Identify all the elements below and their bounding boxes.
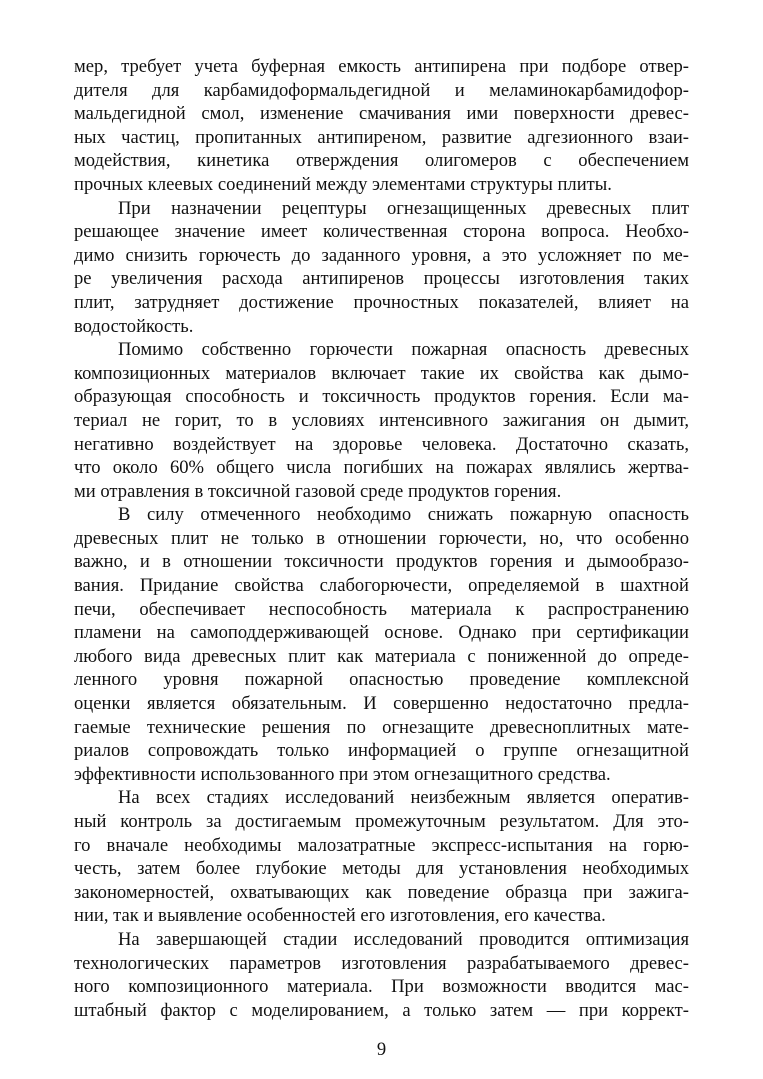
text-line: гаемые технические решения по огнезащите древесноплитных мате-: [74, 716, 689, 738]
text-line: плит, затрудняет достижение прочностных показателей, влияет на: [74, 291, 689, 313]
text-line: прочных клеевых соединений между элементами структуры плиты.: [74, 173, 612, 195]
text-line: решающее значение имеет количественная сторона вопроса. Необхо-: [74, 221, 689, 243]
text-line: дителя для карбамидоформальдегидной и меламинокарбамидофор-: [74, 79, 689, 101]
text-line: штабный фактор с моделированием, а только затем — при коррект-: [74, 999, 689, 1021]
text-line: древесных плит не только в отношении горючести, но, что особенно: [74, 527, 689, 549]
text-line: го вначале необходимы малозатратные экспресс-испытания на горю-: [74, 834, 689, 856]
text-line: териал не горит, то в условиях интенсивного зажигания он дымит,: [74, 409, 689, 431]
text-line: димо снизить горючесть до заданного уровня, а это усложняет по ме-: [74, 244, 689, 266]
text-line: На завершающей стадии исследований проводится оптимизация: [118, 928, 689, 950]
text-line: закономерностей, охватывающих как поведение образца при зажига-: [74, 881, 689, 903]
text-line: ного композиционного материала. При возможности вводится мас-: [74, 976, 689, 998]
text-line: ленного уровня пожарной опасностью проведение комплексной: [74, 669, 689, 691]
text-line: композиционных материалов включает такие их свойства как дымо-: [74, 362, 689, 384]
text-line: технологических параметров изготовления разрабатываемого древес-: [74, 952, 689, 974]
text-line: оценки является обязательным. И совершенно недостаточно предла-: [74, 693, 689, 715]
paragraph-6: [74, 928, 689, 1022]
paragraph-2: [74, 197, 689, 339]
text-line: водостойкость.: [74, 315, 194, 337]
text-line: ный контроль за достигаемым промежуточным результатом. Для это-: [74, 811, 689, 832]
paragraph-4: [74, 503, 689, 786]
text-line: ных частиц, пропитанных антипиреном, развитие адгезионного взаи-: [74, 126, 689, 148]
text-line: что около 60% общего числа погибших на пожарах являлись жертва-: [74, 457, 689, 479]
text-line: При назначении рецептуры огнезащищенных древесных плит: [118, 197, 689, 219]
text-line: Помимо собственно горючести пожарная опасность древесных: [118, 339, 689, 361]
text-line: модействия, кинетика отверждения олигомеров с обеспечением: [74, 150, 689, 172]
text-line: мальдегидной смол, изменение смачивания ими поверхности древес-: [74, 103, 689, 125]
text-line: эффективности использованного при этом огнезащитного средства.: [74, 763, 611, 785]
text-line: пламени на самоподдерживающей основе. Однако при сертификации: [74, 622, 689, 644]
text-line: ми отравления в токсичной газовой среде продуктов горения.: [74, 480, 562, 502]
page-number: 9: [376, 1039, 387, 1060]
text-line: вания. Придание свойства слабогорючести, определяемой в шахтной: [74, 575, 689, 597]
paragraph-5: [74, 786, 689, 928]
text-line: любого вида древесных плит как материала с пониженной до опреде-: [74, 645, 689, 667]
text-line: образующая способность и токсичность продуктов горения. Если ма-: [74, 386, 689, 408]
text-line: риалов сопровождать только информацией о группе огнезащитной: [74, 740, 689, 762]
text-line: ре увеличения расхода антипиренов процессы изготовления таких: [74, 268, 689, 290]
text-line: мер, требует учета буферная емкость антипирена при подборе отвер-: [74, 56, 689, 77]
text-line: В силу отмеченного необходимо снижать пожарную опасность: [118, 504, 689, 526]
text-line: печи, обеспечивает неспособность материала к распространению: [74, 598, 689, 620]
text-line: На всех стадиях исследований неизбежным является оператив-: [118, 787, 689, 809]
text-line: нии, так и выявление особенностей его изготовления, его качества.: [74, 905, 606, 927]
paragraph-3: [74, 338, 689, 503]
text-line: важно, и в отношении токсичности продуктов горения и дымообразо-: [74, 551, 689, 573]
text-line: честь, затем более глубокие методы для установления необходимых: [74, 858, 689, 880]
text-line: негативно воздействует на здоровье человека. Достаточно сказать,: [74, 433, 689, 455]
page-body: [74, 55, 689, 1022]
paragraph-1: [74, 55, 689, 197]
